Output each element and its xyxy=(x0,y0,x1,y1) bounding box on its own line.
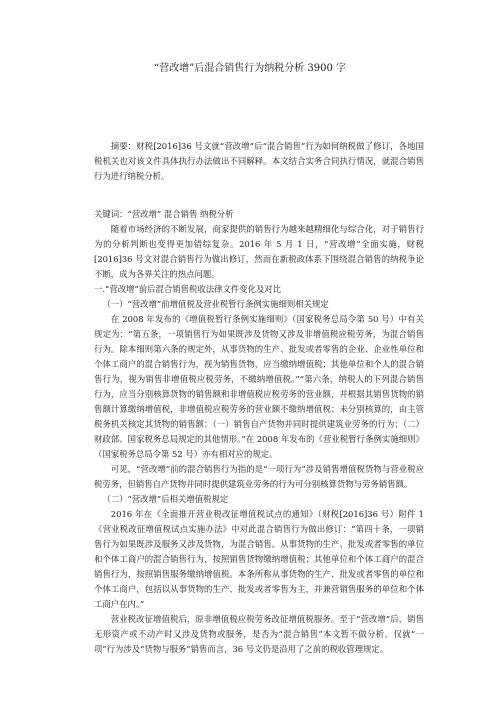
section-heading: 一.“营改增”前后混合销售税收法律文件变化及对比 xyxy=(94,284,282,294)
body-paragraph: 可见，“营改增”前的混合销售行为指的是“一项行为”涉及销售增值税货物与营业税应税劳务，但销售自产货物并同时提供建筑业劳务的行为可分别核算货物与劳务销售额。 xyxy=(94,464,424,489)
intro-paragraph: 随着市场经济的不断发展，商家提供的销售行为越来越精细化与综合化，对于销售行为的分析判断也变得更加错综复杂。2016 年 5 月 1 日，“营改增”全面实施，财税[2016]36 号文对混合销售行为做出修订，然而在新税政体系下围绕混合销售的纳税争论不断，成为各界关注的热点问题。 xyxy=(94,224,424,279)
document-title: “营改增”后混合销售行为纳税分析 3900 字 xyxy=(153,63,347,74)
subsection-heading: （二）“营改增”后相关增值税规定 xyxy=(102,494,229,504)
subsection-heading: （一）“营改增”前增值税及营业税暂行条例实施细则相关规定 xyxy=(102,299,329,309)
keywords-line: 关键词：“营改增” 混合销售 纳税分析 xyxy=(94,209,234,219)
abstract-block xyxy=(94,139,424,184)
body-paragraph: 营业税改征增值税后，原非增值税应税劳务改征增值税服务。至于“营改增”后，销售无形资产或不动产时又涉及货物或服务，是否为“混合销售”本文暂不做分析。仅就“一项”行为涉及“货物与服务”销售而言，36 号文仍是沿用了之前的税收管理规定。 xyxy=(94,614,424,654)
body-paragraph: 2016 年在《全面推开营业税改征增值税试点的通知》（财税[2016]36 号）附件 1《营业税改征增值税试点实施办法》中对此混合销售行为做出修订：“第四十条，一项销售行为如果既涉及服务又涉及货物，为混合销售。从事货物的生产、批发或者零售的单位和个体工商户的混合销售行为，按照销售货物缴纳增值税；其他单位和个体工商户的混合销售行为，按照销售服务缴纳增值税。本条所称从事货物的生产、批发或者零售的单位和个体工商户，包括以从事货物的生产、批发或者零售为主，并兼营销售服务的单位和个体工商户在内。” xyxy=(94,509,424,609)
body-block xyxy=(94,207,424,657)
body-paragraph: 在 2008 年发布的《增值税暂行条例实施细则》（国家税务总局令第 50 号）中有关规定为：“第五条，一项销售行为如果既涉及货物又涉及非增值税应税劳务，为混合销售行为。除本细则第六条的规定外，从事货物的生产、批发或者零售的企业、企业性单位和个体工商户的混合销售行为，视为销售货物，应当缴纳增值税；其他单位和个人的混合销售行为，视为销售非增值税应税劳务，不缴纳增值税。”“第六条，纳税人的下列混合销售行为，应当分别核算货物的销售额和非增值税应税劳务的营业额，并根据其销售货物的销售额计算缴纳增值税，非增值税应税劳务的营业额不缴纳增值税；未分别核算的，由主管税务机关核定其货物的销售额：（一）销售自产货物并同时提供建筑业劳务的行为；（二）财政部、国家税务总局规定的其他情形。”在 2008 年发布的《营业税暂行条例实施细则》（国家税务总局令第 52 号）亦有相对应的规定。 xyxy=(94,314,424,459)
abstract-paragraph: 摘要：财税[2016]36 号文就“营改增”后“混合销售”行为如何纳税做了修订，各地国税机关也对该文件具体执行办法做出不同解释。本文结合实务合同执行情况，就混合销售行为进行纳税分析。 xyxy=(94,141,424,181)
